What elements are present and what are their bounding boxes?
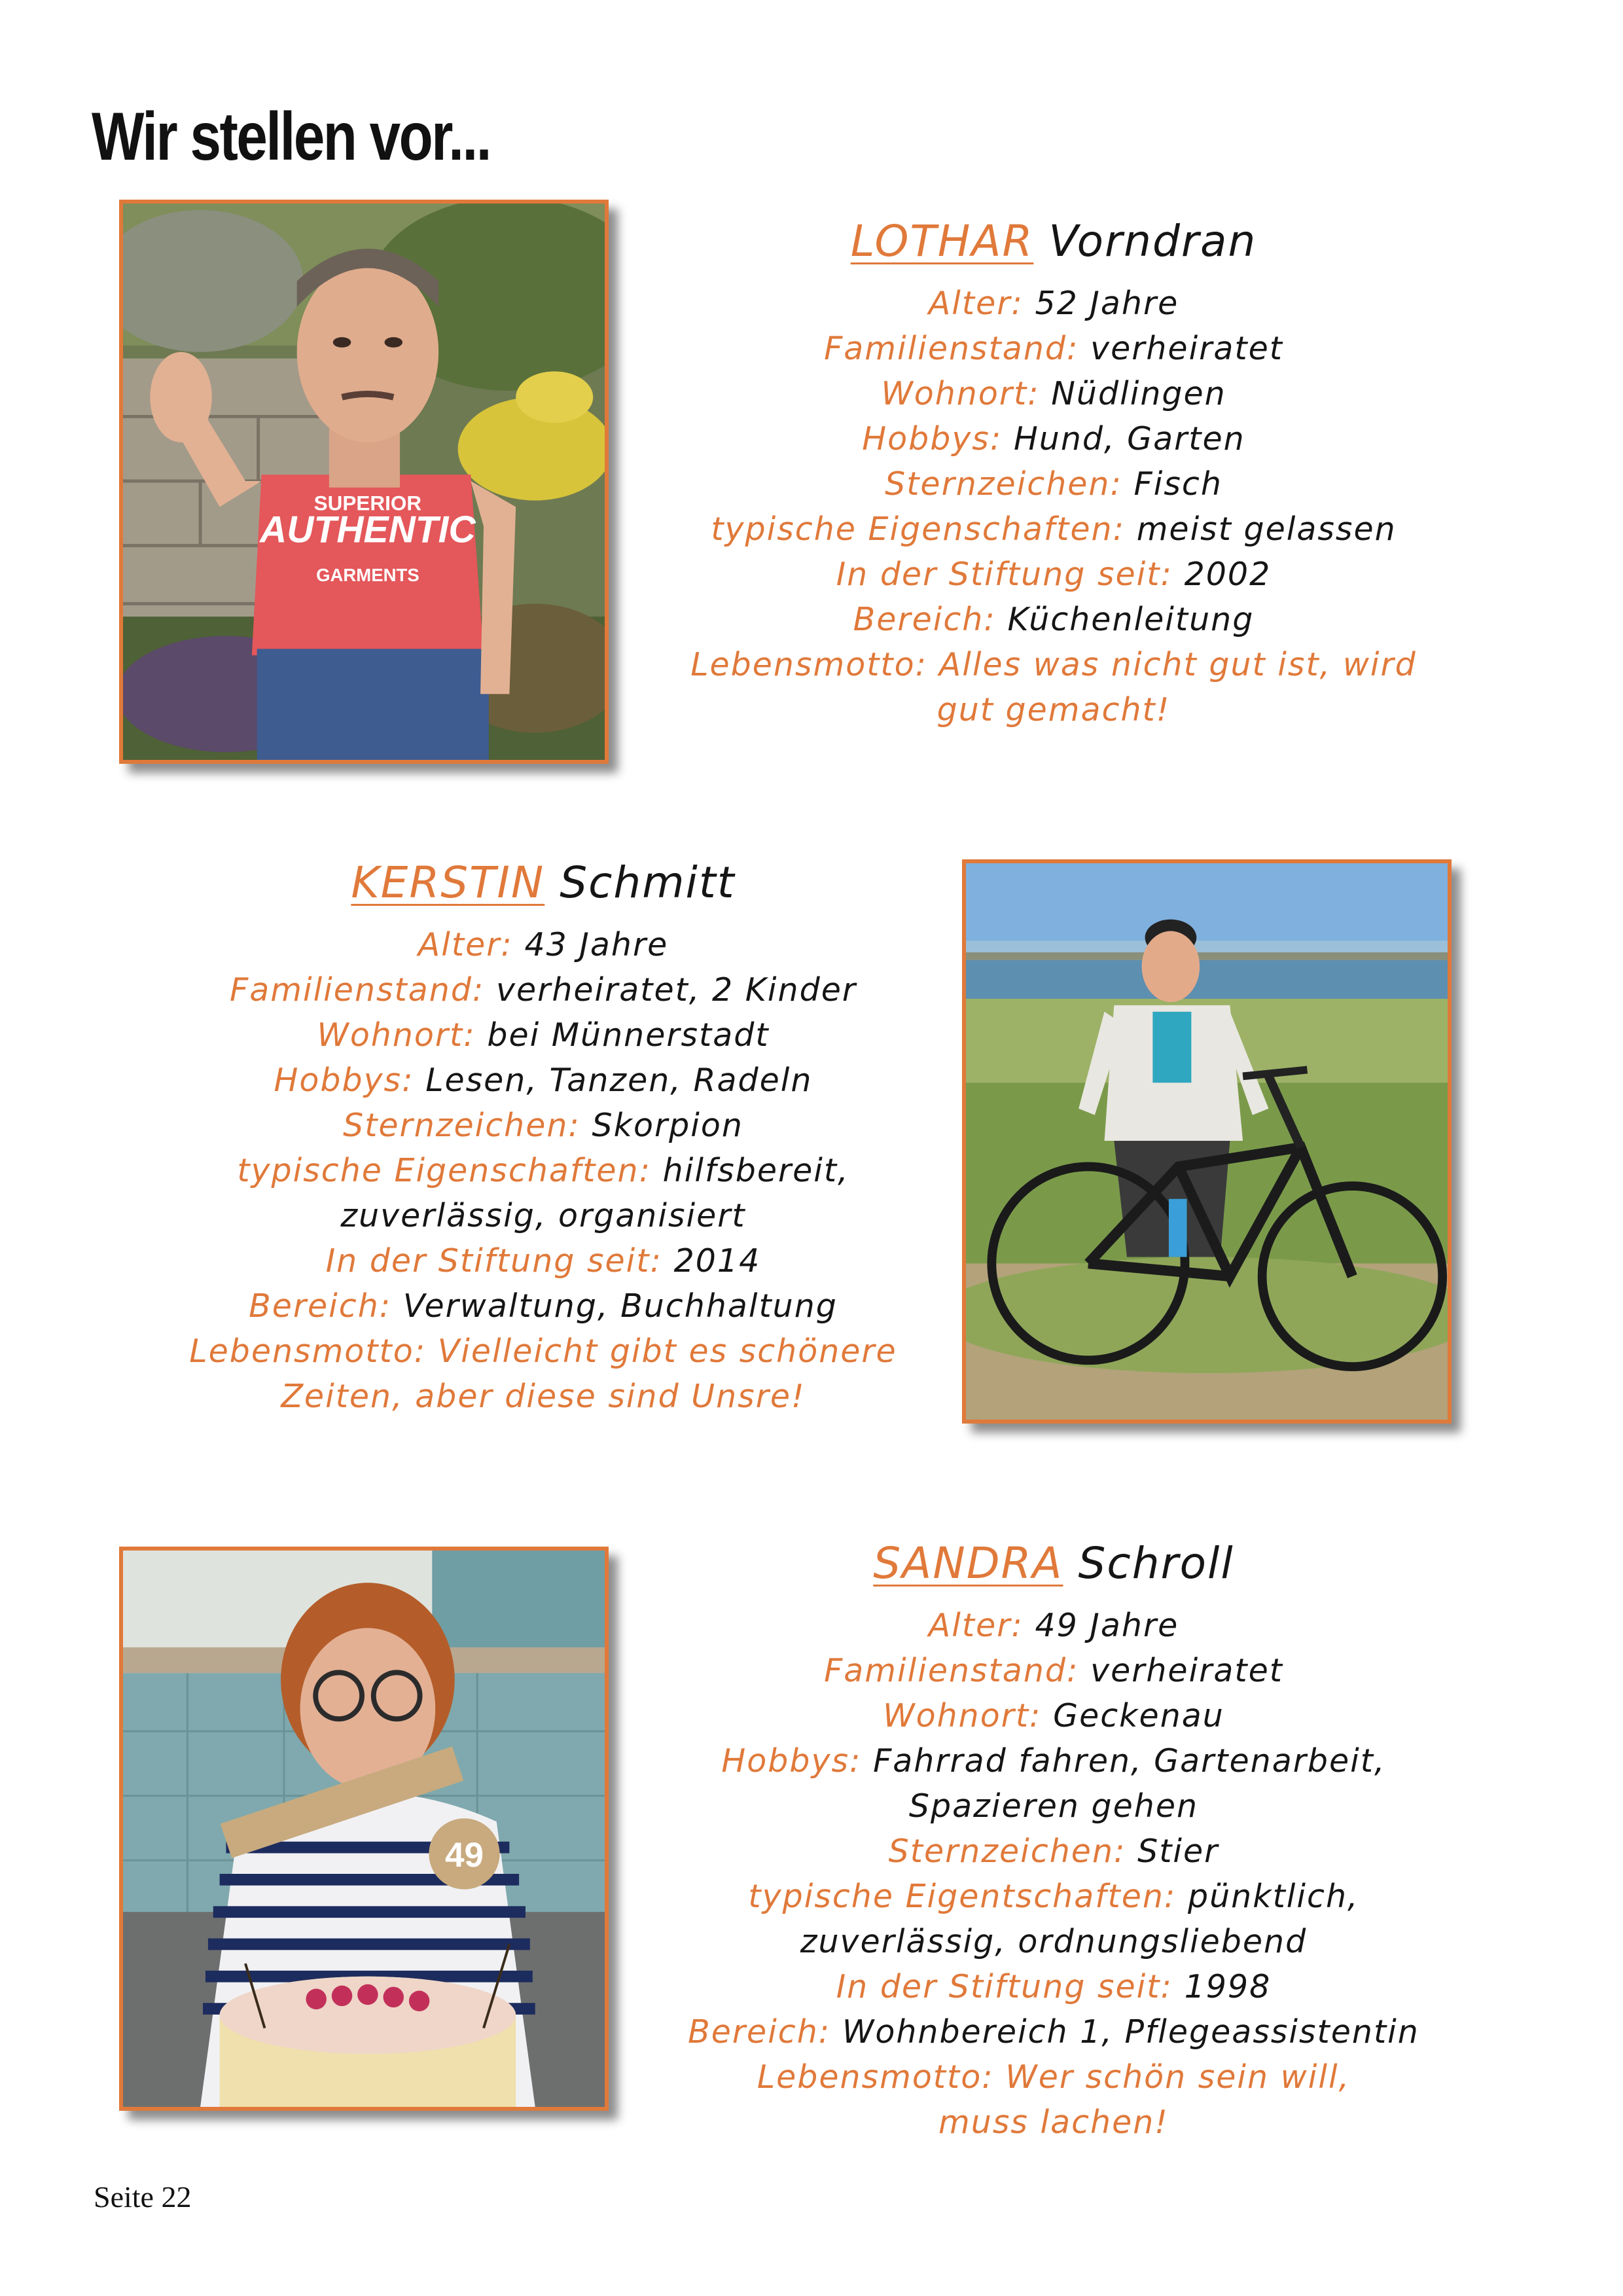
photo-lothar: [119, 200, 609, 764]
field-value: Lesen, Tanzen, Radeln: [425, 1062, 813, 1099]
field-value: Stier: [1137, 1833, 1219, 1870]
field-hobbies: [628, 1738, 1479, 1784]
field-label: Alter:: [928, 1607, 1024, 1644]
field-label: typische Eigenschaften:: [711, 511, 1126, 548]
field-value: verheiratet, 2 Kinder: [496, 971, 857, 1009]
field-value: hilfsbereit,: [662, 1152, 849, 1189]
motto-label: Lebensmotto:: [690, 646, 928, 683]
field-zodiac: [157, 1103, 929, 1148]
field-value: 52 Jahre: [1035, 285, 1179, 322]
field-value: 49 Jahre: [1035, 1607, 1179, 1644]
field-value: Wohnbereich 1, Pflegeassistentin: [842, 2013, 1419, 2051]
profile-name: [157, 857, 929, 908]
field-department: [157, 1283, 929, 1329]
field-since: [628, 1964, 1479, 2009]
field-traits: [628, 507, 1479, 552]
field-hobbies-continuation: Spazieren gehen: [908, 1787, 1199, 1825]
motto-continuation: muss lachen!: [938, 2104, 1169, 2141]
field-label: In der Stiftung seit:: [325, 1242, 662, 1280]
field-age: [628, 1603, 1479, 1648]
field-since: [628, 552, 1479, 597]
field-label: Wohnort:: [881, 375, 1040, 412]
photo-kerstin: [962, 859, 1452, 1424]
field-label: Bereich:: [688, 2013, 831, 2051]
field-label: Bereich:: [853, 601, 996, 638]
field-department: [628, 597, 1479, 642]
field-residence: [628, 1693, 1479, 1738]
field-label: Wohnort:: [317, 1016, 476, 1054]
motto-continuation: Zeiten, aber diese sind Unsre!: [281, 1378, 806, 1415]
cake-number: 49: [444, 1836, 484, 1875]
field-motto: [628, 2054, 1479, 2100]
field-since: [157, 1238, 929, 1283]
motto-continuation: gut gemacht!: [936, 691, 1171, 728]
field-label: Wohnort:: [883, 1697, 1042, 1734]
field-residence: [628, 371, 1479, 416]
field-label: Familienstand:: [230, 971, 485, 1009]
field-value: Fahrrad fahren, Gartenarbeit,: [873, 1742, 1386, 1780]
field-label: Familienstand:: [824, 1652, 1079, 1689]
svg-text:SUPERIOR: SUPERIOR: [313, 491, 422, 515]
field-label: Sternzeichen:: [885, 465, 1122, 503]
field-value: 2002: [1184, 556, 1272, 593]
field-value: bei Münnerstadt: [487, 1016, 770, 1054]
field-label: Hobbys:: [862, 420, 1003, 457]
field-marital-status: [628, 326, 1479, 371]
field-age: [157, 922, 929, 967]
field-residence: [157, 1013, 929, 1058]
profile-lothar: [628, 216, 1479, 732]
field-marital-status: [628, 1648, 1479, 1693]
field-traits-continuation: zuverlässig, organisiert: [340, 1197, 746, 1234]
field-value: Verwaltung, Buchhaltung: [402, 1287, 838, 1325]
field-traits: [628, 1874, 1479, 1919]
profile-name: [628, 1538, 1479, 1588]
motto-text: Wer schön sein will,: [1005, 2058, 1351, 2096]
field-value: verheiratet: [1090, 1652, 1283, 1689]
field-department: [628, 2009, 1479, 2054]
field-label: typische Eigentschaften:: [748, 1878, 1177, 1915]
field-age: [628, 281, 1479, 326]
field-value: Nüdlingen: [1051, 375, 1226, 412]
field-motto: [157, 1329, 929, 1374]
page-heading: Wir stellen vor...: [92, 99, 490, 175]
photo-sandra: [119, 1547, 609, 2111]
field-marital-status: [157, 967, 929, 1013]
field-traits: [157, 1148, 929, 1193]
field-motto: [628, 642, 1479, 687]
field-value: Hund, Garten: [1013, 420, 1245, 457]
page-number: Seite 22: [94, 2180, 192, 2214]
last-name: Schmitt: [560, 857, 736, 908]
profile-kerstin: [157, 857, 929, 1419]
field-label: Familienstand:: [824, 330, 1079, 367]
field-label: In der Stiftung seit:: [836, 556, 1173, 593]
profile-sandra: [628, 1538, 1479, 2145]
field-value: meist gelassen: [1136, 511, 1397, 548]
field-label: In der Stiftung seit:: [836, 1968, 1173, 2005]
svg-text:GARMENTS: GARMENTS: [316, 564, 419, 585]
field-value: pünktlich,: [1187, 1878, 1359, 1915]
field-label: Sternzeichen:: [888, 1833, 1126, 1870]
field-hobbies: [157, 1058, 929, 1103]
field-value: 1998: [1184, 1968, 1272, 2005]
field-label: Bereich:: [249, 1287, 392, 1325]
first-name: KERSTIN: [351, 857, 545, 908]
field-value: Geckenau: [1053, 1697, 1224, 1734]
last-name: Vorndran: [1048, 216, 1257, 266]
field-zodiac: [628, 461, 1479, 507]
motto-text: Alles was nicht gut ist, wird: [938, 646, 1417, 683]
last-name: Schroll: [1078, 1538, 1234, 1588]
motto-label: Lebensmotto:: [757, 2058, 994, 2096]
field-label: Hobbys:: [721, 1742, 862, 1780]
field-label: Alter:: [418, 926, 513, 963]
field-label: typische Eigenschaften:: [237, 1152, 652, 1189]
field-value: 2014: [673, 1242, 761, 1280]
field-value: Skorpion: [592, 1107, 743, 1144]
field-value: Küchenleitung: [1007, 601, 1255, 638]
field-value: verheiratet: [1090, 330, 1283, 367]
motto-label: Lebensmotto:: [189, 1333, 427, 1370]
profile-name: [628, 216, 1479, 266]
field-zodiac: [628, 1829, 1479, 1874]
field-label: Sternzeichen:: [343, 1107, 580, 1144]
svg-text:AUTHENTIC: AUTHENTIC: [260, 509, 476, 551]
field-label: Alter:: [928, 285, 1024, 322]
field-traits-continuation: zuverlässig, ordnungsliebend: [800, 1923, 1308, 1960]
field-hobbies: [628, 416, 1479, 461]
field-label: Hobbys:: [274, 1062, 414, 1099]
motto-text: Vielleicht gibt es schönere: [437, 1333, 897, 1370]
field-value: Fisch: [1133, 465, 1222, 503]
first-name: SANDRA: [873, 1538, 1063, 1588]
field-value: 43 Jahre: [524, 926, 669, 963]
first-name: LOTHAR: [850, 216, 1034, 266]
